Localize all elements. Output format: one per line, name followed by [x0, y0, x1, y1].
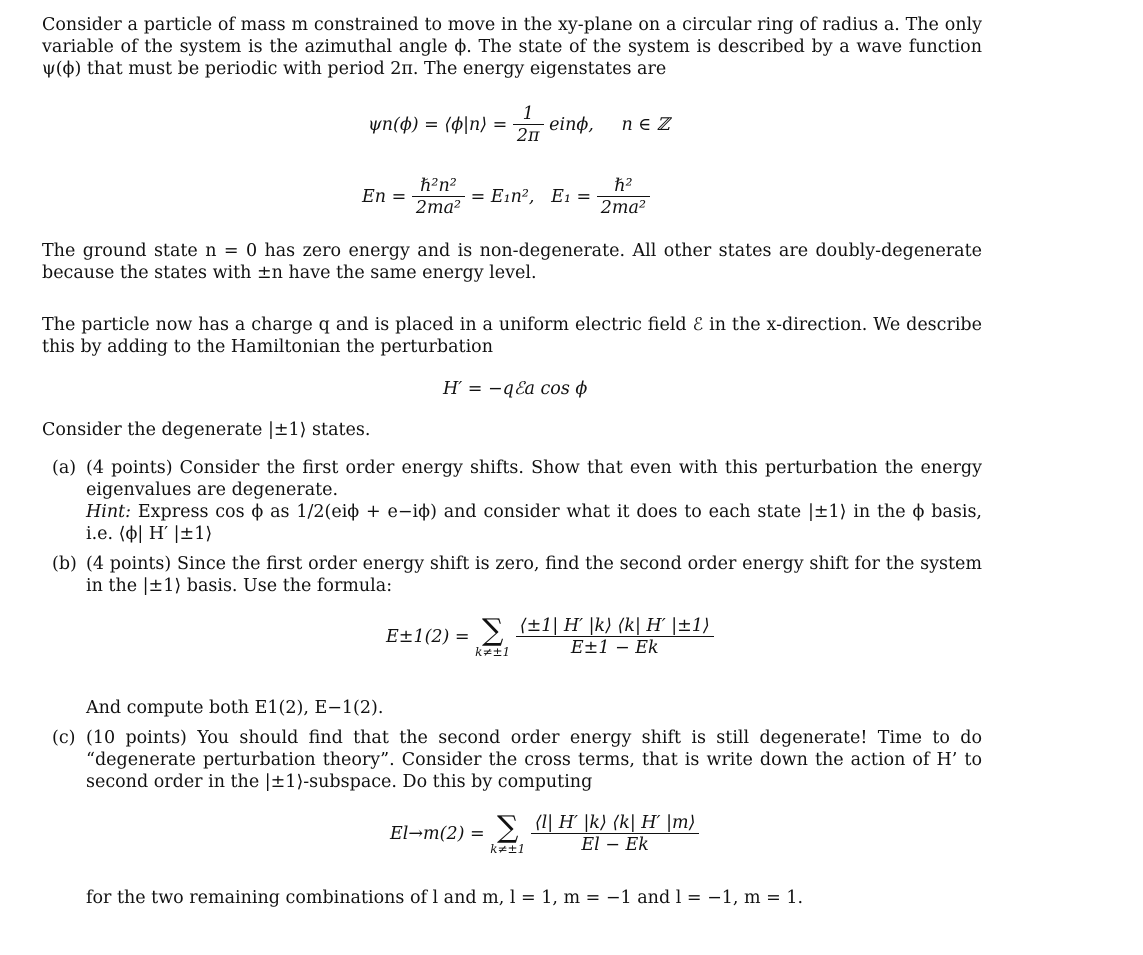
part-a-text: (4 points) Consider the first order energy shifts. Show that even with this perturbation the energy eigenvalues are degenerate. — [86, 458, 982, 500]
part-b-compute-line: And compute both E1(2), E−1(2). — [86, 698, 384, 718]
eq2-frac1-num: ℏ²n² — [412, 176, 465, 197]
part-b — [52, 553, 982, 597]
wavefunction-equation — [368, 104, 670, 147]
eq1-lhs: ψn(ϕ) = ⟨ϕ|n⟩ = — [368, 115, 508, 135]
part-b-text: (4 points) Since the first order energy shift is zero, find the second order energy shift for the system in the |±1⟩ basis. Use the formula: — [86, 554, 982, 596]
eq1-frac-den: 2π — [516, 126, 540, 146]
part-c-combinations-line: for the two remaining combinations of l and m, l = 1, m = −1 and l = −1, m = 1. — [86, 888, 804, 908]
part-b-fraction — [516, 616, 714, 659]
part-b-frac-num: ⟨±1| H′ |k⟩ ⟨k| H′ |±1⟩ — [516, 616, 714, 637]
part-c — [52, 727, 982, 793]
eq2-fraction-2 — [597, 176, 650, 219]
eq2-fraction-1 — [412, 176, 465, 219]
eq2-frac1-den: 2ma² — [415, 198, 462, 218]
summation-symbol: ∑ k≠±1 — [475, 612, 511, 659]
eq1-frac-num: 1 — [513, 104, 544, 125]
cross-term-formula — [390, 809, 699, 856]
eq2-frac2-den: 2ma² — [600, 198, 646, 218]
summation-index-c: k≠±1 — [490, 841, 526, 856]
energy-equation — [362, 176, 650, 219]
part-a-hint — [86, 501, 982, 545]
eq2-middle: = E₁n², E₁ = — [470, 187, 592, 207]
part-c-eq-lhs: El→m(2) = — [390, 824, 485, 844]
second-order-formula — [386, 612, 714, 659]
eq2-frac2-num: ℏ² — [597, 176, 650, 197]
part-b-label: (b) — [52, 554, 77, 574]
part-c-text: (10 points) You should find that the second order energy shift is still degenerate! Time to do “degenerate perturbation theory”. Consider the cross terms, that is write down the action of H’ to second order in the |±1⟩-subspace. Do this by computing — [86, 728, 982, 792]
hint-label: Hint: — [86, 502, 132, 522]
eq1-rhs: einϕ, — [549, 115, 594, 135]
part-c-frac-den: El − Ek — [581, 835, 649, 855]
part-c-label: (c) — [52, 728, 76, 748]
ground-state-paragraph: The ground state n = 0 has zero energy and is non-degenerate. All other states are doubly-degenerate because the states with ±n have the same energy level. — [42, 241, 982, 283]
part-a-label: (a) — [52, 458, 77, 478]
eq2-lhs: En = — [362, 187, 407, 207]
eq1-condition: n ∈ ℤ — [621, 115, 670, 135]
summation-index: k≠±1 — [475, 644, 511, 659]
perturbation-equation: H′ = −qℰa cos ϕ — [443, 379, 588, 399]
intro-paragraph: Consider a particle of mass m constrained to move in the xy-plane on a circular ring of radius a. The only variable of the system is the azimuthal angle ϕ. The state of the system is described by a wave function ψ(ϕ) that must be periodic with period 2π. The energy eigenstates are — [42, 15, 982, 79]
part-b-frac-den: E±1 − Ek — [570, 638, 659, 658]
part-b-eq-lhs: E±1(2) = — [386, 627, 470, 647]
part-a — [52, 457, 982, 545]
degenerate-states-line: Consider the degenerate |±1⟩ states. — [42, 420, 371, 440]
electric-field-paragraph: The particle now has a charge q and is placed in a uniform electric field ℰ in the x-direction. We describe this by adding to the Hamiltonian the perturbation — [42, 315, 982, 357]
hint-text: Express cos ϕ as 1/2(eiϕ + e−iϕ) and consider what it does to each state |±1⟩ in the ϕ basis, i.e. ⟨ϕ| H′ |±1⟩ — [86, 502, 982, 544]
summation-symbol-c: ∑ k≠±1 — [490, 809, 526, 856]
part-c-frac-num: ⟨l| H′ |k⟩ ⟨k| H′ |m⟩ — [531, 813, 700, 834]
part-c-fraction — [531, 813, 700, 856]
eq1-fraction — [513, 104, 544, 147]
